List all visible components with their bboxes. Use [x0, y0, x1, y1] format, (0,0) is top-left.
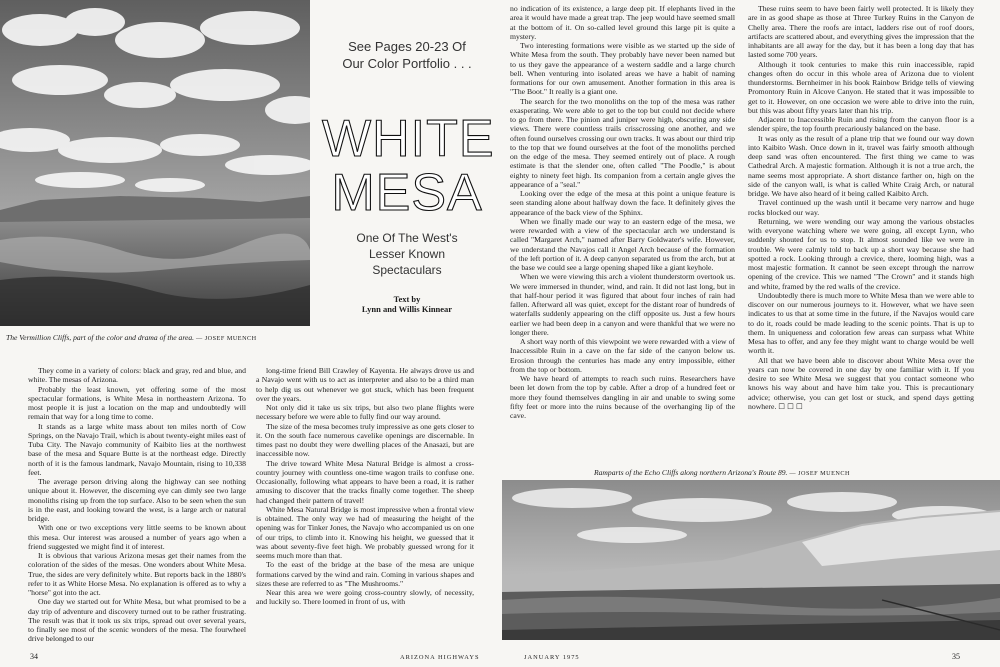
see-pages-line-1: See Pages 20-23 Of: [348, 39, 466, 54]
paragraph: It is obvious that various Arizona mesas get their names from the coloration of the sides of the mesas. One wonders about White Mesa. True, the sides are very definitely white. But reports back in the 1880's refer to it as White Horse Mesa. No explanation is offered as to why a "horse" got into the act.: [28, 551, 246, 597]
footer-issue-date: JANUARY 1975: [524, 654, 580, 661]
paragraph: Not only did it take us six trips, but also two plane flights were necessary before we were able to fully find our way around.: [256, 403, 474, 422]
paragraph: Looking over the edge of the mesa at this point a unique feature is seen standing alone about halfway down the face. It definitely gives the appearance of the back view of the Sphinx.: [510, 189, 735, 217]
article-column-1: [28, 366, 246, 650]
paragraph: It was only as the result of a plane trip that we found our way down into Kaibito Wash. Once down in it, travel was fairly smooth although deep sand was often encountered. The first thing we came to was Cathedral Arch. A majestic formation. Although it is not a true arch, the name seems most appropriate. A short distance farther on, high on the side of the canyon wall, is what is called White Craig Arch, or natural bridge. We have also heard of it being called Kaibito Arch.: [748, 133, 974, 198]
paragraph: One day we started out for White Mesa, but what promised to be a day trip of adventure and discovery turned out to be rather frustrating. The result was that it took us six trips, spread out over several years, to finally see most of the scenic wonders of the mesa. The fourwheel drive belonged to our: [28, 597, 246, 644]
column-4-text: [748, 4, 974, 411]
paragraph: When we finally made our way to an eastern edge of the mesa, we were rewarded with a view of the spectacular arch we understand is called "Margaret Arch," named after Barry Goldwater's wife. However, we understand the Navajos call it Angel Arch because of the formation of the left portion of it. A deep canyon separated us from the arch, but at the base we could see a large opening shaped like a giant keyhole.: [510, 216, 735, 272]
vermillion-photo-caption: [6, 333, 326, 343]
see-pages-note: [322, 38, 492, 72]
title-line-1: WHITE: [322, 110, 495, 168]
column-3-text: [510, 4, 735, 420]
caption-text: Ramparts of the Echo Cliffs along northern Arizona's Route 89.: [594, 468, 788, 477]
footer-magazine-name: ARIZONA HIGHWAYS: [400, 654, 480, 661]
column-1-text: [28, 366, 246, 644]
byline-text-by: Text by: [393, 294, 421, 304]
paragraph: White Mesa Natural Bridge is most impressive when a frontal view is obtained. The only way we had of measuring the height of the opening was for Tinker Jones, the Navajo who accompanied us on one of our trips, to climb into it. Knowing his height, we guessed that it was about seventy-five feet high. We probably guessed wrong for it seems much more than that.: [256, 504, 474, 560]
paragraph: Two interesting formations were visible as we started up the side of White Mesa from the south. They probably have never been named but to us they gave the appearance of a western saddle and a large church bell. When venturing into isolated areas we have a habit of naming formations for our own amusement. Another formation in this area is "The Boot." It really is a giant one.: [510, 41, 735, 97]
see-pages-line-2: Our Color Portfolio . . .: [342, 56, 472, 71]
paragraph: They come in a variety of colors: black and gray, red and blue, and white. The mesas of Arizona.: [28, 366, 246, 385]
paragraph: Probably the least known, yet offering some of the most spectacular formations, is White Mesa in northeastern Arizona. To most people it is just a location on the map and undoubtedly will remain that way for a long time to come.: [28, 384, 246, 422]
column-2-text: [256, 366, 474, 607]
paragraph: All that we have been able to discover about White Mesa over the years can now be covered in one day by one familiar with it. If you desire to see White Mesa we suggest that you contact someone who knows his way about and have him take you. This is precautionary advice; otherwise, you can get lost or stuck, and spend days getting nowhere. ☐ ☐ ☐: [748, 355, 974, 411]
paragraph: The search for the two monoliths on the top of the mesa was rather exasperating. We were able to get to the top but could not decide where to go from there. The pinion and juniper were high, obscuring any side views. There were countless trails crisscrossing one another, and we often found ourselves crossing our own tracks. It was about our third trip to the top that we found ourselves at the foot of the monoliths perched on the edge of the mesa. They seemed entirely out of place. A rough estimate is that the slender one, often called "The Poodle," is about eighty to ninety feet high. Its companion from a certain angle gives the appearance of a "seal.": [510, 96, 735, 189]
paragraph: We have heard of attempts to reach such ruins. Researchers have been let down from the top by cable. After a drop of a hundred feet or more they found themselves dangling in air and unable to swing some fifty feet or more into the ruins because of the overhanging lip of the cave.: [510, 374, 735, 420]
paragraph: Adjacent to Inaccessible Ruin and rising from the canyon floor is a slender spire, the top fourth precariously balanced on the base.: [748, 115, 974, 134]
paragraph: Although it took centuries to make this ruin inaccessible, rapid changes often do occur in this whole area of Arizona due to violent thunderstorms. Bernheimer in his book Rainbow Bridge tells of viewing Promontory Ruin in Alcove Canyon. He stated that it was impossible to get to it. However, on one occasion we were able to drive into the ruin, but this was about fifty years later than his trip.: [748, 59, 974, 115]
paragraph: no indication of its existence, a large deep pit. If elephants lived in the area it would have made a great trap. The jeep would have seemed small at the bottom of it. On so-called level ground this large pit is quite a mystery.: [510, 4, 735, 41]
article-column-2: [256, 366, 474, 650]
vermillion-cliffs-image: [0, 0, 310, 326]
paragraph: When we were viewing this arch a violent thunderstorm overtook us. We were immersed in thunder, wind, and rain. It did not last long, but in that half-hour period it was figured that about four inches of rain had fallen. Afterward all was quiet, except for the distant roar of hundreds of waterfalls suddenly appearing on the cliff opposite us. Just a few hours earlier we had been deep in a canyon and were thankful that we were no longer there.: [510, 272, 735, 337]
subtitle-line-3: Spectaculars: [372, 263, 442, 277]
page-number-left: 34: [30, 652, 38, 661]
article-title: [322, 110, 495, 222]
echo-cliffs-photo: [502, 480, 1000, 640]
paragraph: Travel continued up the wash until it became very narrow and huge rocks blocked our way.: [748, 198, 974, 217]
caption-text: The Vermillion Cliffs, part of the color and drama of the area.: [6, 333, 195, 342]
article-subtitle: [322, 230, 492, 278]
paragraph: A short way north of this viewpoint we were rewarded with a view of Inaccessible Ruin in a cave on the far side of the canyon below us. Erosion through the centuries has made any entry impossible, either from the top or bottom.: [510, 337, 735, 374]
paragraph: The drive toward White Mesa Natural Bridge is almost a cross-country journey with countless one-time wagon trails to confuse one. Occasionally, following what appears to have been a road, it is rather amusing to discover that the tracks finally come together. The sheep had changed their pattern of travel!: [256, 458, 474, 505]
paragraph: To the east of the bridge at the base of the mesa are unique formations carved by the wind and rain. Coming in various shapes and sizes these are referred to as "The Mushrooms.": [256, 560, 474, 588]
subtitle-line-1: One Of The West's: [356, 231, 458, 245]
echo-cliffs-image: [502, 480, 1000, 640]
paragraph: The size of the mesa becomes truly impressive as one gets closer to it. On the south face numerous cavelike openings are discernable. In times past no doubt they were dwelling places of the Anasazi, but are inaccessible now.: [256, 421, 474, 459]
paragraph: Near this area we were going cross-country slowly, of necessity, and luckily so. There loomed in front of us, with: [256, 588, 474, 607]
paragraph: With one or two exceptions very little seems to be known about this mesa. Our interest was aroused a number of years ago when a friend suggested we might find it of interest.: [28, 523, 246, 551]
photo-credit: — JOSEF MUENCH: [196, 335, 257, 342]
paragraph: Undoubtedly there is much more to White Mesa than we were able to discover on our numerous journeys to it. However, what we have seen indicates to us that at some time in the future, if the Navajos would care to do it, roads could be made leading to the scenic points. That is up to them. In uniqueness and coloration few areas can surpass what White Mesa has to offer, and any fee they might want to charge would be well worth it.: [748, 290, 974, 356]
paragraph: Returning, we were wending our way among the various obstacles with everyone watching where we were going, all except Lynn, who suddenly shouted for us to stop. It almost sounded like we were in trouble. We were calmly told to back up a short way because she had spotted a rock. Looking through a crevice, there, looming high, was a most majestic formation. It cannot be seen except through the narrow opening of the crevice. This we named "The Crown" and it stands high and white, framed by the red walls of the crevice.: [748, 216, 974, 291]
page-number-right: 35: [952, 652, 960, 661]
title-line-2: MESA: [331, 164, 483, 222]
article-column-3: [510, 4, 735, 466]
subtitle-line-2: Lesser Known: [368, 247, 446, 261]
paragraph: The average person driving along the highway can see nothing unique about it. However, the discerning eye can dimly see two large monoliths rising up from the top surface. Also to be seen when the sun is in the east, and looking toward the west, is a large arch or natural bridge.: [28, 477, 246, 523]
byline-authors: Lynn and Willis Kinnear: [361, 304, 453, 314]
paragraph: It stands as a large white mass about ten miles north of Cow Springs, on the Navajo Trail, which is about twenty-eight miles east of Tuba City. The Navajo community of Kaibito lies at the northwest base of the mesa and Square Butte is at the northeast edge. Directly north of it is the famous landmark, Navajo Mountain, rising to 10,338 feet.: [28, 421, 246, 477]
vermillion-cliffs-photo: [0, 0, 310, 326]
byline: [322, 294, 492, 314]
echo-cliffs-photo-caption: [594, 468, 994, 478]
photo-credit: — JOSEF MUENCH: [789, 470, 850, 477]
paragraph: long-time friend Bill Crawley of Kayenta. He always drove us and a Navajo went with us to act as interpreter and also to be a third man to help dig us out whenever we got stuck, which has been frequent over the years.: [256, 366, 474, 403]
article-column-4: [748, 4, 974, 466]
paragraph: These ruins seem to have been fairly well protected. It is likely they are in as good shape as those at Three Turkey Ruins in the Canyon de Chelly area. There the roofs are intact, ladders rise out of roof doors, artifacts are scattered about, and everything gives the impression that the inhabitants are all away for the day, but it has been a long day that has lasted some 700 years.: [748, 4, 974, 60]
